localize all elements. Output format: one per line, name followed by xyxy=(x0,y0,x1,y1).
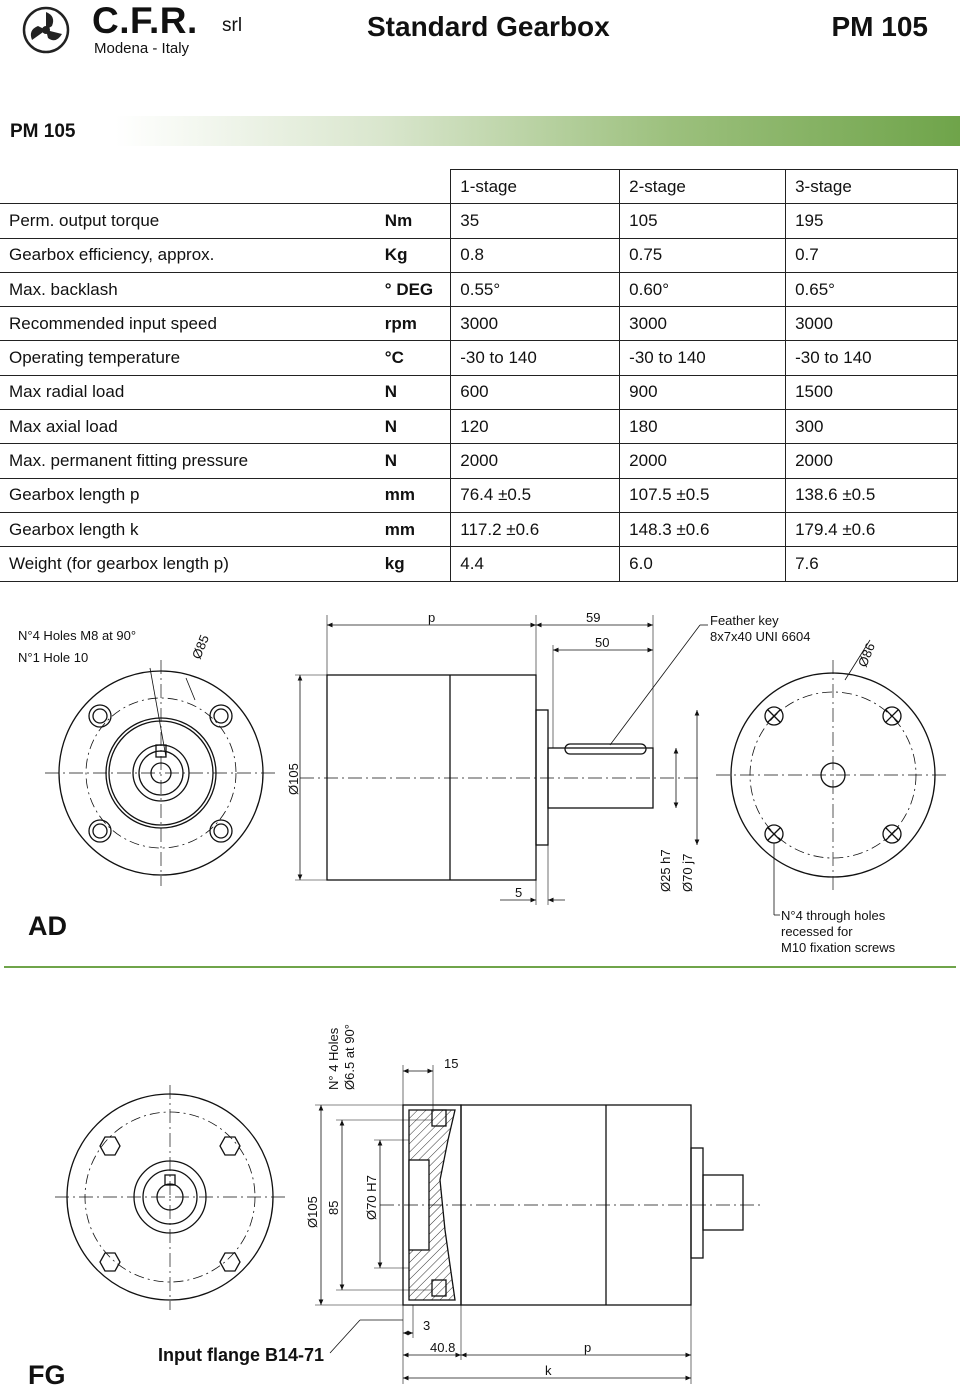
page-header xyxy=(0,0,960,62)
ad-dim-p-label: p xyxy=(428,610,436,625)
ad-holes-m8-label: N°4 Holes M8 at 90° xyxy=(18,628,137,643)
row-value: 900 xyxy=(620,375,786,409)
ad-rear-view xyxy=(716,640,950,915)
ad-dia-25-label: Ø25 h7 xyxy=(658,849,673,892)
ad-dia-70-label: Ø70 j7 xyxy=(680,853,695,892)
document-title: Standard Gearbox xyxy=(367,11,610,42)
row-unit: kg xyxy=(376,547,451,581)
row-value: 3000 xyxy=(451,307,620,341)
table-header-row xyxy=(0,170,958,204)
ad-dia-105-label: Ø105 xyxy=(286,763,301,795)
fg-holes-spec-label: Ø6.5 at 90° xyxy=(342,1024,357,1090)
table-row xyxy=(0,204,958,238)
brand-suffix: srl xyxy=(222,15,243,36)
row-value: 180 xyxy=(620,410,786,444)
row-value: 138.6 ±0.5 xyxy=(786,478,958,512)
fg-holes-label: N° 4 Holes xyxy=(326,1027,341,1090)
fg-dia-105-label: Ø105 xyxy=(305,1196,320,1228)
ad-dim-50-label: 50 xyxy=(595,635,610,650)
row-label: Max radial load xyxy=(0,375,376,409)
section-title: PM 105 xyxy=(10,121,76,142)
ad-feather-key-label: Feather key xyxy=(710,613,779,628)
ad-rear-holes xyxy=(765,707,901,843)
row-unit: Nm xyxy=(376,204,451,238)
row-unit: N xyxy=(376,410,451,444)
row-value: 3000 xyxy=(620,307,786,341)
column-header: 1-stage xyxy=(451,170,620,204)
row-value: 0.8 xyxy=(451,238,620,272)
row-unit: rpm xyxy=(376,307,451,341)
row-value: 179.4 ±0.6 xyxy=(786,512,958,546)
row-value: 120 xyxy=(451,410,620,444)
fg-dim-p-label: p xyxy=(584,1340,592,1355)
ad-rear-center xyxy=(821,763,845,787)
row-value: 0.55° xyxy=(451,272,620,306)
table-row xyxy=(0,547,958,581)
fg-hub-bore xyxy=(157,1184,183,1210)
table-row xyxy=(0,307,958,341)
table-row xyxy=(0,478,958,512)
ad-keyway xyxy=(156,745,166,757)
ad-side-view xyxy=(295,615,708,905)
row-value: -30 to 140 xyxy=(451,341,620,375)
row-unit: mm xyxy=(376,512,451,546)
row-value: 107.5 ±0.5 xyxy=(620,478,786,512)
header-blank xyxy=(0,170,376,204)
ad-flange-outline xyxy=(59,671,263,875)
company-logo xyxy=(22,4,82,56)
fg-output-shaft xyxy=(703,1175,743,1230)
row-label: Recommended input speed xyxy=(0,307,376,341)
table-row xyxy=(0,375,958,409)
row-label: Gearbox length p xyxy=(0,478,376,512)
fg-hub-outer xyxy=(134,1161,206,1233)
section-divider xyxy=(4,966,956,968)
row-value: 2000 xyxy=(620,444,786,478)
fg-hub-mid xyxy=(143,1170,197,1224)
ad-recessed-label: recessed for xyxy=(781,924,853,939)
ad-shaft-outer xyxy=(133,745,189,801)
column-header: 3-stage xyxy=(786,170,958,204)
fg-dim-15-label: 15 xyxy=(444,1056,459,1071)
row-value: 0.75 xyxy=(620,238,786,272)
ad-output-shaft xyxy=(548,748,653,808)
document-code: PM 105 xyxy=(831,11,928,42)
row-label: Weight (for gearbox length p) xyxy=(0,547,376,581)
row-value: 0.60° xyxy=(620,272,786,306)
row-unit: mm xyxy=(376,478,451,512)
fg-output-flange xyxy=(691,1148,703,1258)
table-row xyxy=(0,410,958,444)
row-value: 7.6 xyxy=(786,547,958,581)
header-blank-unit xyxy=(376,170,451,204)
fg-dia-70-label: Ø70 H7 xyxy=(364,1175,379,1220)
spec-table xyxy=(0,169,958,582)
column-header: 2-stage xyxy=(620,170,786,204)
row-value: 2000 xyxy=(786,444,958,478)
row-value: 6.0 xyxy=(620,547,786,581)
fg-housing xyxy=(461,1105,691,1305)
brand-location: Modena - Italy xyxy=(94,40,190,57)
fg-front-view xyxy=(55,1085,285,1310)
row-unit: Kg xyxy=(376,238,451,272)
fg-side-view xyxy=(315,1065,760,1384)
fg-dim-408-label: 40.8 xyxy=(430,1340,456,1355)
ad-fixation-screws-label: M10 fixation screws xyxy=(781,940,896,955)
fg-variant-label: FG xyxy=(28,1360,66,1389)
row-unit: ° DEG xyxy=(376,272,451,306)
row-value: 600 xyxy=(451,375,620,409)
ad-housing xyxy=(327,675,536,880)
row-value: 3000 xyxy=(786,307,958,341)
ad-front-view xyxy=(45,660,277,886)
table-row xyxy=(0,272,958,306)
brand-name: C.F.R. xyxy=(92,0,198,41)
row-value: 148.3 ±0.6 xyxy=(620,512,786,546)
fg-keyway xyxy=(165,1175,175,1185)
fg-flange-label: Input flange B14-71 xyxy=(158,1345,325,1365)
row-unit: N xyxy=(376,444,451,478)
ad-feather-key-spec-label: 8x7x40 UNI 6604 xyxy=(710,629,811,644)
fg-hex-holes xyxy=(100,1137,240,1271)
table-row xyxy=(0,341,958,375)
table-row xyxy=(0,444,958,478)
row-label: Max axial load xyxy=(0,410,376,444)
row-label: Max. backlash xyxy=(0,272,376,306)
row-label: Max. permanent fitting pressure xyxy=(0,444,376,478)
ad-dia-85-label: Ø85 xyxy=(188,632,212,662)
fg-dim-3-label: 3 xyxy=(423,1318,431,1333)
row-value: 195 xyxy=(786,204,958,238)
row-unit: °C xyxy=(376,341,451,375)
section-title-bar xyxy=(0,116,960,146)
ad-dia-86-label: Ø86 xyxy=(854,640,878,670)
ad-hole-10-label: N°1 Hole 10 xyxy=(18,650,89,665)
row-value: 300 xyxy=(786,410,958,444)
row-label: Gearbox efficiency, approx. xyxy=(0,238,376,272)
row-value: 35 xyxy=(451,204,620,238)
ad-through-holes-label: N°4 through holes xyxy=(781,908,886,923)
ad-output-flange xyxy=(536,710,548,845)
row-value: 117.2 ±0.6 xyxy=(451,512,620,546)
ad-feather-key xyxy=(565,744,646,754)
fg-flange-outline xyxy=(67,1094,273,1300)
ad-dim-59-label: 59 xyxy=(586,610,601,625)
table-row xyxy=(0,512,958,546)
row-value: 1500 xyxy=(786,375,958,409)
fg-dim-85-label: 85 xyxy=(326,1200,341,1215)
fg-dim-k-label: k xyxy=(545,1363,552,1378)
ad-bolt-circle xyxy=(86,698,236,848)
fg-annotations xyxy=(305,1024,591,1378)
row-value: -30 to 140 xyxy=(620,341,786,375)
row-label: Gearbox length k xyxy=(0,512,376,546)
ad-shaft-mid xyxy=(139,751,183,795)
fg-screw-bottom xyxy=(432,1280,446,1296)
ad-annotations xyxy=(18,610,896,955)
row-label: Operating temperature xyxy=(0,341,376,375)
row-value: 4.4 xyxy=(451,547,620,581)
row-value: 105 xyxy=(620,204,786,238)
fg-input-flange xyxy=(403,1105,461,1305)
ad-shaft-bore xyxy=(151,763,171,783)
row-value: 2000 xyxy=(451,444,620,478)
table-row xyxy=(0,238,958,272)
ad-pilot-inner xyxy=(109,721,213,825)
row-unit: N xyxy=(376,375,451,409)
ad-holes xyxy=(89,705,232,842)
ad-rear-outline xyxy=(731,673,935,877)
ad-dim-5-label: 5 xyxy=(515,885,523,900)
row-value: 76.4 ±0.5 xyxy=(451,478,620,512)
row-value: 0.65° xyxy=(786,272,958,306)
row-value: -30 to 140 xyxy=(786,341,958,375)
ad-pilot-outer xyxy=(106,718,216,828)
row-label: Perm. output torque xyxy=(0,204,376,238)
row-value: 0.7 xyxy=(786,238,958,272)
ad-variant-label: AD xyxy=(28,911,67,941)
fg-flange-section xyxy=(409,1110,455,1300)
fg-screw-top xyxy=(432,1110,446,1126)
